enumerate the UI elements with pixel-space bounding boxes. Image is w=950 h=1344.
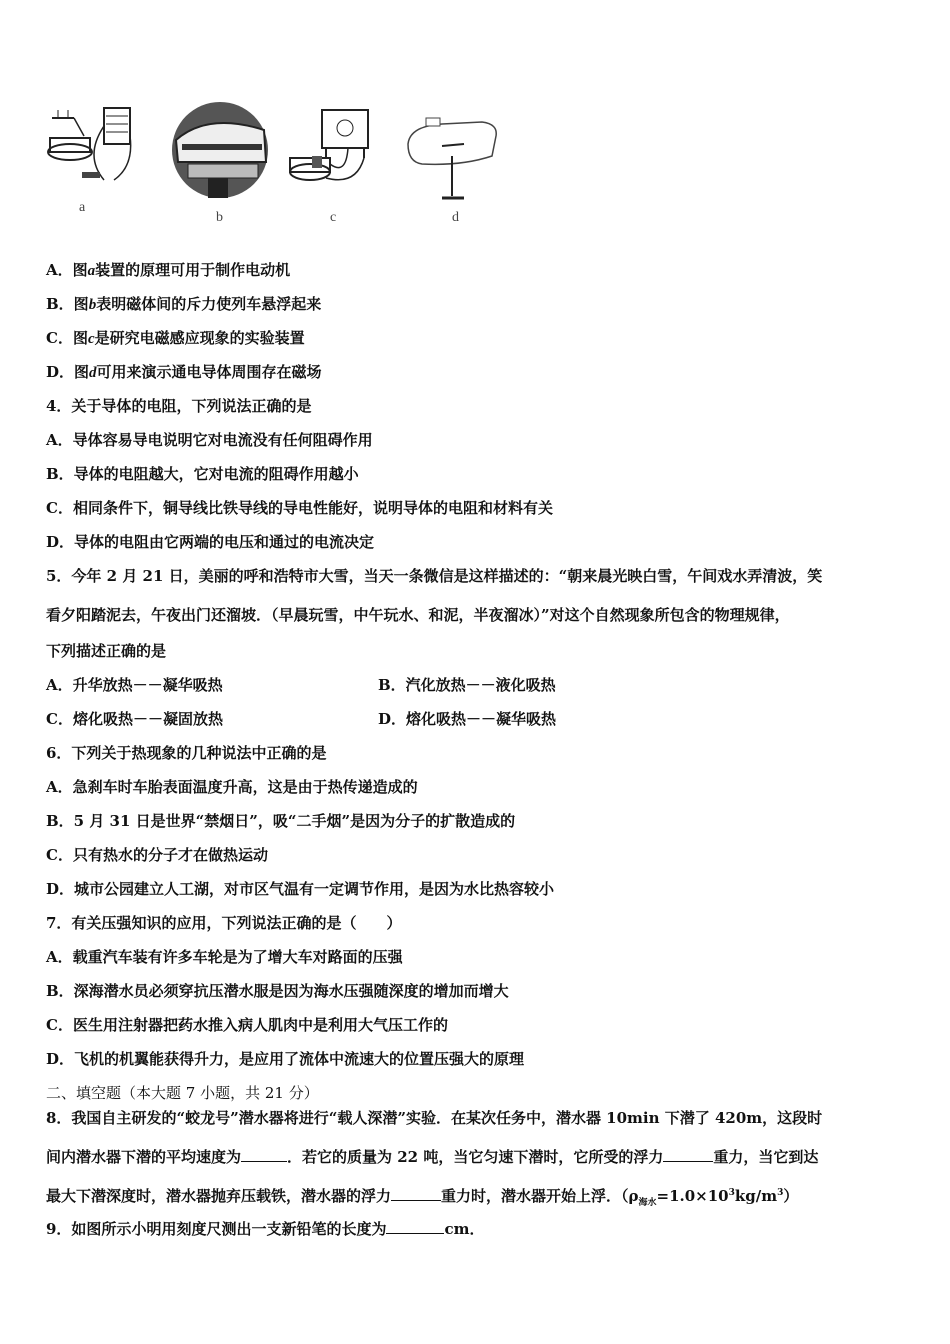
q4-stem: 4．关于导体的电阻，下列说法正确的是	[46, 397, 312, 415]
q8-line2: 间内潜水器下潜的平均速度为 ．若它的质量为 22 吨，当它匀速下潜时，它所受的浮力 重力，当它到达	[46, 1148, 819, 1166]
figure-c	[286, 106, 376, 196]
section-heading: 二、填空题（本大题 7 小题，共 21 分）	[46, 1084, 319, 1102]
figure-b-label: b	[216, 210, 223, 225]
q4-option-c: C．相同条件下，铜导线比铁导线的导电性能好，说明导体的电阻和材料有关	[46, 499, 553, 517]
q6-option-d: D．城市公园建立人工湖，对市区气温有一定调节作用，是因为水比热容较小	[46, 880, 555, 898]
figure-a	[44, 96, 140, 192]
q5-option-a: A．升华放热－－凝华吸热	[46, 676, 223, 694]
q7-stem: 7．有关压强知识的应用，下列说法正确的是（ ）	[46, 914, 402, 932]
figure-a-label: a	[79, 200, 86, 215]
q7-option-d: D．飞机的机翼能获得升力，是应用了流体中流速大的位置压强大的原理	[46, 1050, 525, 1068]
figure-c-label: c	[330, 210, 337, 225]
q8-blank-speed[interactable]	[241, 1146, 287, 1162]
q4-option-a: A．导体容易导电说明它对电流没有任何阻碍作用	[46, 431, 373, 449]
q3-option-a: A．图a装置的原理可用于制作电动机	[46, 261, 291, 279]
figure-b	[168, 100, 272, 200]
maglev-train-photo	[168, 100, 272, 200]
q8-blank-float[interactable]	[391, 1185, 441, 1201]
q6-option-c: C．只有热水的分子才在做热运动	[46, 846, 268, 864]
oersted-experiment-drawing	[402, 106, 502, 206]
q6-option-b: B．5 月 31 日是世界“禁烟日”，吸“二手烟”是因为分子的扩散造成的	[46, 812, 516, 830]
q7-option-c: C．医生用注射器把药水推入病人肌肉中是利用大气压工作的	[46, 1016, 448, 1034]
q3-option-d: D．图d可用来演示通电导体周围存在磁场	[46, 363, 322, 381]
q5-option-d: D．熔化吸热－－凝华吸热	[378, 710, 557, 728]
figure-d	[402, 106, 502, 206]
q4-option-b: B．导体的电阻越大，它对电流的阻碍作用越小	[46, 465, 359, 483]
q6-option-a: A．急刹车时车胎表面温度升高，这是由于热传递造成的	[46, 778, 418, 796]
q3-option-c: C．图c是研究电磁感应现象的实验装置	[46, 329, 305, 347]
q9-stem: 9．如图所示小明用刻度尺测出一支新铅笔的长度为 cm．	[46, 1220, 485, 1238]
q8-line1: 8．我国自主研发的“蛟龙号”潜水器将进行“载人深潜”实验．在某次任务中，潜水器 10min 下潜了 420m，这段时	[46, 1109, 823, 1127]
galvanometer-coil-drawing	[286, 106, 376, 196]
figure-d-label: d	[452, 210, 459, 225]
q8-line3: 最大下潜深度时，潜水器抛弃压载铁，潜水器的浮力 重力时，潜水器开始上浮．$(\rho_{海水}=1.0\times 10^3kg/m^3)$	[46, 1187, 799, 1208]
q7-option-a: A．载重汽车装有许多车轮是为了增大车对路面的压强	[46, 948, 403, 966]
q5-option-c: C．熔化吸热－－凝固放热	[46, 710, 223, 728]
q8-blank-buoyancy[interactable]	[663, 1146, 713, 1162]
q4-option-d: D．导体的电阻由它两端的电压和通过的电流决定	[46, 533, 375, 551]
q7-option-b: B．深海潜水员必须穿抗压潜水服是因为海水压强随深度的增加而增大	[46, 982, 509, 1000]
q5-stem-line3: 下列描述正确的是	[46, 642, 167, 660]
q9-blank-length[interactable]	[386, 1218, 444, 1234]
q5-stem-line1: 5．今年 2 月 21 日，美丽的呼和浩特市大雪，当天一条微信是这样描述的：“朝来晨光映白雪，午间戏水弄清波，笑	[46, 567, 823, 585]
q5-option-b: B．汽化放热－－液化吸热	[378, 676, 556, 694]
q5-stem-line2: 看夕阳踏泥去，午夜出门还溜坡．（早晨玩雪，中午玩水、和泥，半夜溜冰）”对这个自然现象所包含的物理规律，	[46, 606, 790, 624]
q3-option-b: B．图b表明磁体间的斥力使列车悬浮起来	[46, 295, 322, 313]
q6-stem: 6．下列关于热现象的几种说法中正确的是	[46, 744, 327, 762]
electromagnet-circuit-drawing	[44, 96, 140, 192]
